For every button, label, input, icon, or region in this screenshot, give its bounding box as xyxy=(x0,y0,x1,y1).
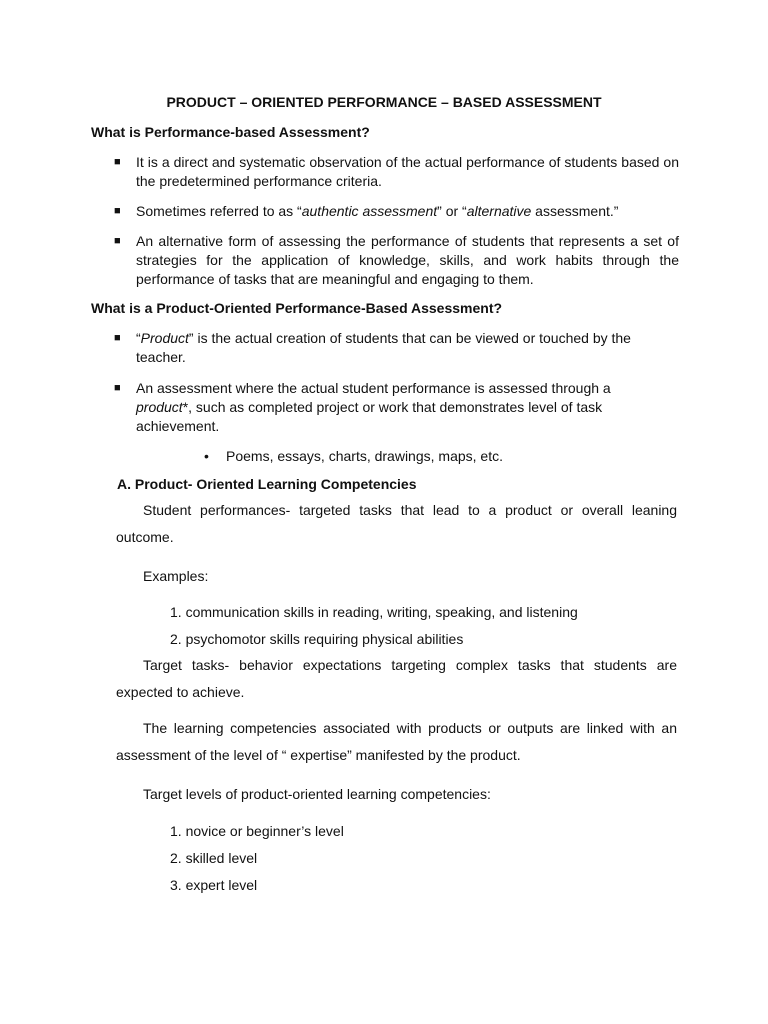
bullet-text: Sometimes referred to as “authentic assessment” or “alternative assessment.” xyxy=(136,203,619,219)
bullet-text: “Product” is the actual creation of students that can be viewed or touched by the teacher. xyxy=(136,330,631,365)
section-heading-product-oriented: What is a Product-Oriented Performance-Based Assessment? xyxy=(91,300,503,316)
sub-bullet-text: Poems, essays, charts, drawings, maps, etc. xyxy=(226,448,503,464)
bullet-text: An alternative form of assessing the performance of students that represents a set of strategies for the application of knowledge, skills, and work habits through the performance of tasks that are meaningful and engaging to them. xyxy=(136,233,679,287)
list-item: 1. communication skills in reading, writing, speaking, and listening xyxy=(170,604,578,620)
bullet-item xyxy=(114,153,679,191)
bullet-item xyxy=(114,232,679,289)
paragraph: Student performances- targeted tasks that lead to a product or overall leaning outcome. xyxy=(116,502,677,545)
list-item: 2. skilled level xyxy=(170,850,258,866)
bullet-item xyxy=(114,379,679,436)
dot-bullet-icon: • xyxy=(204,448,209,464)
paragraph: The learning competencies associated with products or outputs are linked with an assessment of the level of “ expertise” manifested by the product. xyxy=(116,720,677,763)
emphasis: alternative xyxy=(466,203,532,219)
section-heading-performance-based: What is Performance-based Assessment? xyxy=(91,124,370,140)
bullet-item xyxy=(114,202,679,221)
square-bullet-icon: ■ xyxy=(114,156,121,168)
bullet-text: An assessment where the actual student performance is assessed through a product*, such as completed project or work that demonstrates level of task achievement. xyxy=(136,380,611,434)
bullet-text: It is a direct and systematic observation of the actual performance of students based on the predetermined performance criteria. xyxy=(136,154,679,189)
sub-bullet-item xyxy=(204,447,503,466)
emphasis: Product xyxy=(140,330,189,346)
section-heading-a: A. Product- Oriented Learning Competencies xyxy=(117,476,417,492)
square-bullet-icon: ■ xyxy=(114,332,121,344)
examples-label: Examples: xyxy=(143,568,209,584)
list-item: 2. psychomotor skills requiring physical abilities xyxy=(170,631,464,647)
paragraph: Target tasks- behavior expectations targeting complex tasks that students are expected to achieve. xyxy=(116,657,677,700)
square-bullet-icon: ■ xyxy=(114,235,121,247)
emphasis: product xyxy=(136,399,183,415)
square-bullet-icon: ■ xyxy=(114,205,121,217)
levels-label: Target levels of product-oriented learning competencies: xyxy=(143,786,491,802)
list-item: 3. expert level xyxy=(170,877,258,893)
page-title: PRODUCT – ORIENTED PERFORMANCE – BASED ASSESSMENT xyxy=(166,94,602,110)
square-bullet-icon: ■ xyxy=(114,382,121,394)
list-item: 1. novice or beginner’s level xyxy=(170,823,344,839)
emphasis: authentic assessment xyxy=(301,203,438,219)
bullet-item xyxy=(114,329,679,367)
